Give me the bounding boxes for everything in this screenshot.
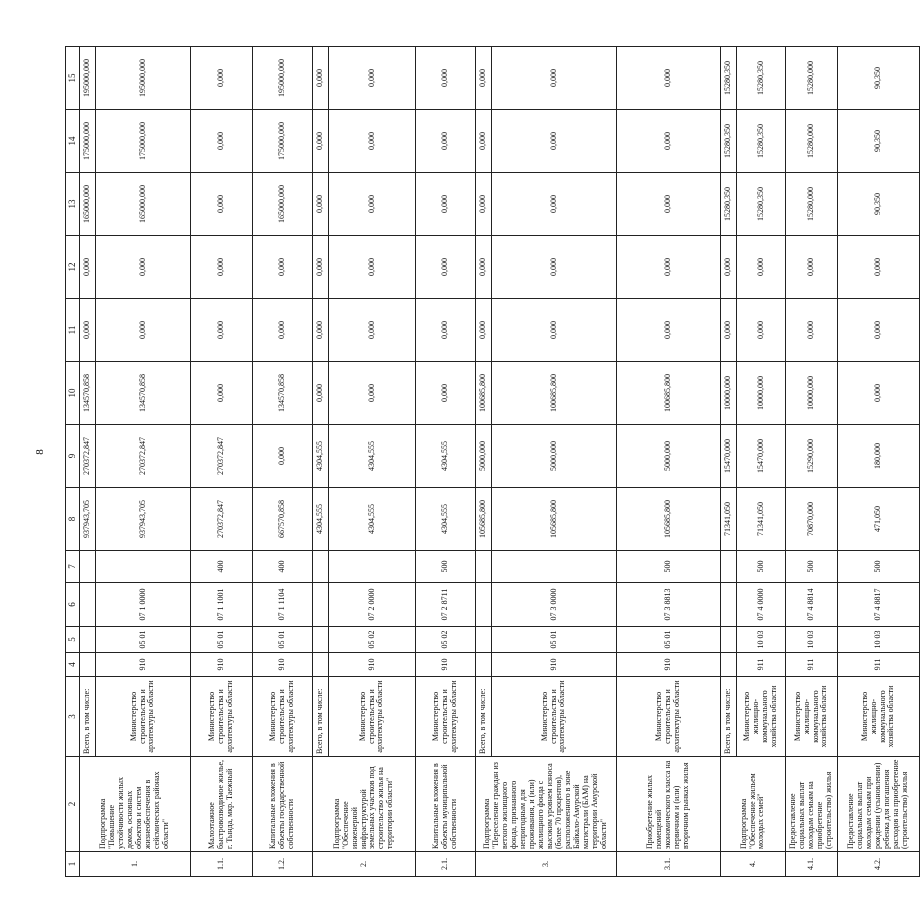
code-cell: 910 [617,653,721,677]
value-cell: 15470,000 [721,425,737,488]
code-cell: 911 [786,653,838,677]
executor-cell: Министерство жилищно-коммунального хозяйства области [786,677,838,757]
value-cell: 270372,847 [191,425,253,488]
header-cell-5: 5 [66,627,80,653]
value-cell: 195000,000 [96,47,191,110]
value-cell: 0,000 [191,47,253,110]
value-cell: 71341,050 [737,488,786,551]
value-cell: 175000,000 [96,110,191,173]
value-cell: 4304,555 [416,488,476,551]
row-name: Подпрограмма "Повышение устойчивости жилых домов, основных объектов и систем жизнеобеспечения в сейсмических районах области" [80,757,191,852]
header-cell-8: 8 [66,488,80,551]
code-cell [96,551,191,583]
code-cell: 07 1 0000 [96,583,191,627]
code-cell [476,551,492,583]
code-cell [313,551,329,583]
header-cell-3: 3 [66,677,80,757]
row-number: 3.1. [617,852,721,877]
table-row [617,47,721,877]
value-cell: 0,000 [191,110,253,173]
code-cell [80,653,96,677]
row-number: 1. [80,852,191,877]
code-cell: 07 3 0000 [492,583,617,627]
code-cell [80,583,96,627]
row-number: 2.1. [416,852,476,877]
value-cell: 0,000 [253,299,313,362]
header-cell-6: 6 [66,583,80,627]
row-name: Подпрограмма "Обеспечение инженерной инфраструктурой земельных участков под строительство жилья на территории области" [313,757,416,852]
value-cell: 70870,000 [786,488,838,551]
rotated-page [65,47,909,877]
code-cell: 910 [329,653,416,677]
value-cell: 90,350 [838,47,920,110]
value-cell: 180,000 [838,425,920,488]
executor-cell: Министерство строительства и архитектуры области [492,677,617,757]
value-cell: 195000,000 [253,47,313,110]
executor-cell: Всего, в том числе: [476,677,492,757]
value-cell: 0,000 [737,299,786,362]
value-cell: 175000,000 [253,110,313,173]
value-cell: 0,000 [617,236,721,299]
executor-cell: Министерство строительства и архитектуры области [191,677,253,757]
value-cell: 0,000 [492,236,617,299]
value-cell: 270372,847 [80,425,96,488]
value-cell: 15280,350 [721,47,737,110]
executor-cell: Министерство строительства и архитектуры области [617,677,721,757]
value-cell: 0,000 [492,299,617,362]
value-cell: 134570,858 [80,362,96,425]
value-cell: 0,000 [191,299,253,362]
value-cell: 0,000 [329,173,416,236]
value-cell: 0,000 [329,299,416,362]
value-cell: 4304,555 [313,488,329,551]
value-cell: 15290,000 [786,425,838,488]
code-cell: 05 01 [253,627,313,653]
executor-cell: Всего, в том числе: [313,677,329,757]
value-cell: 0,000 [96,236,191,299]
value-cell: 0,000 [416,236,476,299]
value-cell: 15280,350 [721,173,737,236]
executor-cell: Министерство строительства и архитектуры области [416,677,476,757]
table-row [96,47,191,877]
code-cell [476,653,492,677]
value-cell: 15280,000 [786,47,838,110]
table-row [80,47,96,877]
value-cell: 0,000 [253,236,313,299]
budget-table [65,46,920,877]
code-cell: 500 [617,551,721,583]
table-row [492,47,617,877]
row-name: Подпрограмма "Переселение граждан из ветхого жилищного фонда, признанного непригодным для проживания, и (или) жилищного фонда с высоким уровнем износа (более 70 процентов), расположенного в зоне Байкало-Амурской магистрали (БАМ) на территории Амурской области" [476,757,617,852]
code-cell: 07 4 0000 [737,583,786,627]
value-cell: 0,000 [492,110,617,173]
code-cell: 910 [492,653,617,677]
value-cell: 105685,800 [617,488,721,551]
code-cell: 500 [786,551,838,583]
value-cell: 937943,705 [80,488,96,551]
row-number: 4. [721,852,786,877]
code-cell: 05 01 [191,627,253,653]
header-cell-13: 13 [66,173,80,236]
value-cell: 0,000 [329,47,416,110]
value-cell: 0,000 [253,425,313,488]
value-cell: 0,000 [721,299,737,362]
value-cell: 0,000 [617,299,721,362]
code-cell [80,551,96,583]
value-cell: 71341,050 [721,488,737,551]
code-cell: 400 [253,551,313,583]
value-cell: 15470,000 [737,425,786,488]
code-cell: 911 [737,653,786,677]
table-row [721,47,737,877]
value-cell: 15280,350 [737,47,786,110]
value-cell: 0,000 [416,362,476,425]
code-cell: 10 03 [737,627,786,653]
value-cell: 175000,000 [80,110,96,173]
code-cell: 10 03 [838,627,920,653]
executor-cell: Всего, в том числе: [721,677,737,757]
page-number: 8 [34,449,46,455]
value-cell: 4304,555 [329,488,416,551]
value-cell: 105685,800 [492,488,617,551]
value-cell: 0,000 [838,236,920,299]
value-cell: 0,000 [191,362,253,425]
row-name: Предоставление социальных выплат молодым семьям при рождении (усыновлении) ребенка для погашения расходов на приобретение (строительство) жилья [838,757,920,852]
value-cell: 0,000 [476,47,492,110]
value-cell: 0,000 [329,236,416,299]
header-cell-12: 12 [66,236,80,299]
value-cell: 15280,350 [737,173,786,236]
executor-cell: Министерство жилищно-коммунального хозяйства области [838,677,920,757]
table-row [838,47,920,877]
code-cell: 05 01 [96,627,191,653]
value-cell: 0,000 [786,236,838,299]
value-cell: 0,000 [476,110,492,173]
value-cell: 15280,000 [786,110,838,173]
value-cell: 105685,800 [476,488,492,551]
code-cell [721,627,737,653]
table-row [253,47,313,877]
row-number: 1.2. [253,852,313,877]
value-cell: 90,350 [838,110,920,173]
code-cell [476,627,492,653]
value-cell: 0,000 [492,173,617,236]
code-cell [721,551,737,583]
value-cell: 0,000 [329,110,416,173]
code-cell [476,583,492,627]
code-cell [313,627,329,653]
value-cell: 134570,858 [253,362,313,425]
code-cell: 05 02 [329,627,416,653]
value-cell: 10000,000 [786,362,838,425]
code-cell [313,653,329,677]
row-name: Приобретение жилых помещений экономического класса на первичном и (или) вторичном рынках жилья [617,757,721,852]
code-cell: 910 [416,653,476,677]
code-cell: 07 1 1104 [253,583,313,627]
value-cell: 0,000 [617,110,721,173]
value-cell: 165000,000 [253,173,313,236]
value-cell: 0,000 [786,299,838,362]
code-cell: 910 [191,653,253,677]
code-cell: 07 3 8813 [617,583,721,627]
value-cell: 0,000 [416,173,476,236]
header-row [66,47,80,877]
value-cell: 0,000 [737,236,786,299]
table-row [737,47,786,877]
executor-cell: Министерство строительства и архитектуры области [96,677,191,757]
header-cell-15: 15 [66,47,80,110]
value-cell: 0,000 [191,173,253,236]
value-cell: 0,000 [476,236,492,299]
header-cell-14: 14 [66,110,80,173]
table-row [313,47,329,877]
value-cell: 0,000 [96,299,191,362]
value-cell: 0,000 [617,47,721,110]
value-cell: 15280,000 [786,173,838,236]
value-cell: 4304,555 [313,425,329,488]
code-cell: 07 2 0000 [329,583,416,627]
value-cell: 5000,000 [617,425,721,488]
value-cell: 270372,847 [191,488,253,551]
table-row [786,47,838,877]
value-cell: 667570,858 [253,488,313,551]
value-cell: 0,000 [191,236,253,299]
value-cell: 5000,000 [476,425,492,488]
code-cell: 07 1 1001 [191,583,253,627]
code-cell: 05 02 [416,627,476,653]
code-cell: 500 [416,551,476,583]
row-name: Капитальные вложения в объекты государственной собственности [253,757,313,852]
value-cell: 0,000 [476,299,492,362]
executor-cell: Министерство строительства и архитектуры области [329,677,416,757]
value-cell: 4304,555 [416,425,476,488]
value-cell: 134570,858 [96,362,191,425]
executor-cell: Всего, в том числе: [80,677,96,757]
value-cell: 0,000 [476,173,492,236]
executor-cell: Министерство жилищно-коммунального хозяйства области [737,677,786,757]
value-cell: 10000,000 [721,362,737,425]
header-cell-2: 2 [66,757,80,852]
code-cell: 07 4 8814 [786,583,838,627]
value-cell: 0,000 [492,47,617,110]
row-name: Предоставление социальных выплат молодым семьям на приобретение (строительство) жилья [786,757,838,852]
code-cell: 500 [737,551,786,583]
code-cell: 911 [838,653,920,677]
row-number: 4.2. [838,852,920,877]
table-row [476,47,492,877]
code-cell [329,551,416,583]
code-cell [721,653,737,677]
value-cell: 0,000 [313,236,329,299]
code-cell [313,583,329,627]
value-cell: 165000,000 [96,173,191,236]
code-cell [721,583,737,627]
code-cell: 05 01 [492,627,617,653]
header-cell-7: 7 [66,551,80,583]
value-cell: 0,000 [838,299,920,362]
value-cell: 0,000 [416,47,476,110]
code-cell: 400 [191,551,253,583]
code-cell: 910 [96,653,191,677]
value-cell: 0,000 [313,362,329,425]
value-cell: 0,000 [838,362,920,425]
value-cell: 15280,350 [721,110,737,173]
value-cell: 100685,800 [492,362,617,425]
code-cell: 500 [838,551,920,583]
value-cell: 471,050 [838,488,920,551]
value-cell: 195000,000 [80,47,96,110]
value-cell: 0,000 [721,236,737,299]
row-name: Малоэтажное быстровозводимое жилье, г. Тында, мкр. Таежный [191,757,253,852]
value-cell: 0,000 [80,299,96,362]
value-cell: 937943,705 [96,488,191,551]
value-cell: 270372,847 [96,425,191,488]
table-row [416,47,476,877]
table-row [329,47,416,877]
executor-cell: Министерство строительства и архитектуры области [253,677,313,757]
code-cell: 07 2 8711 [416,583,476,627]
value-cell: 0,000 [313,47,329,110]
value-cell: 0,000 [416,110,476,173]
code-cell: 07 4 8817 [838,583,920,627]
row-number: 2. [313,852,416,877]
value-cell: 10000,000 [737,362,786,425]
code-cell: 05 01 [617,627,721,653]
row-name: Подпрограмма "Обеспечение жильем молодых семей" [721,757,786,852]
header-cell-4: 4 [66,653,80,677]
code-cell [492,551,617,583]
header-cell-11: 11 [66,299,80,362]
value-cell: 0,000 [313,110,329,173]
value-cell: 90,350 [838,173,920,236]
value-cell: 5000,000 [492,425,617,488]
code-cell: 10 03 [786,627,838,653]
value-cell: 0,000 [80,236,96,299]
header-cell-9: 9 [66,425,80,488]
row-name: Капитальные вложения в объекты муниципальной собственности [416,757,476,852]
value-cell: 0,000 [329,362,416,425]
value-cell: 0,000 [416,299,476,362]
code-cell: 910 [253,653,313,677]
row-number: 1.1. [191,852,253,877]
value-cell: 15280,350 [737,110,786,173]
value-cell: 0,000 [313,299,329,362]
code-cell [80,627,96,653]
value-cell: 100685,800 [617,362,721,425]
value-cell: 0,000 [617,173,721,236]
row-number: 3. [476,852,617,877]
header-cell-10: 10 [66,362,80,425]
value-cell: 4304,555 [329,425,416,488]
value-cell: 100685,800 [476,362,492,425]
header-cell-1: 1 [66,852,80,877]
row-number: 4.1. [786,852,838,877]
value-cell: 165000,000 [80,173,96,236]
table-row [191,47,253,877]
value-cell: 0,000 [313,173,329,236]
